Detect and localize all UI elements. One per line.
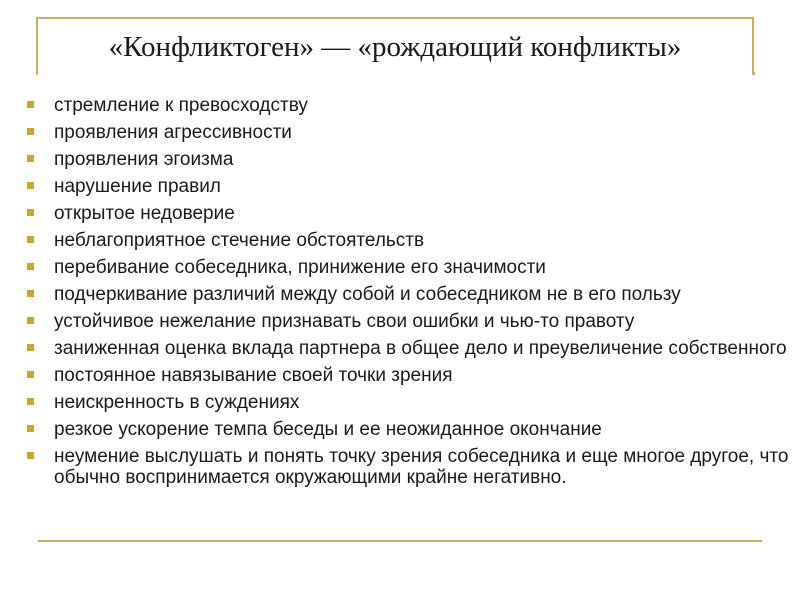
bullet-item-3 xyxy=(24,176,794,197)
bullet-text: неискренность в суждениях xyxy=(54,392,300,413)
bullet-text: нарушение правил xyxy=(54,176,221,197)
square-bullet-icon xyxy=(27,209,34,216)
bullet-text: неблагоприятное стечение обстоятельств xyxy=(54,230,425,251)
bullet-text: подчеркивание различий между собой и собеседником не в его пользу xyxy=(54,284,681,305)
title-frame-top-rule xyxy=(36,17,754,19)
bullet-item-10 xyxy=(24,365,794,386)
slide-title: «Конфликтоген» — «рождающий конфликты» xyxy=(108,31,682,63)
bullet-text: неумение выслушать и понять точку зрения собеседника и еще многое другое, что обычно воспринимается окружающими крайне негативно. xyxy=(54,446,789,488)
square-bullet-icon xyxy=(27,452,34,459)
bullet-text: стремление к превосходству xyxy=(54,95,308,116)
bullet-list xyxy=(24,95,794,494)
bullet-item-7 xyxy=(24,284,794,305)
bullet-item-9 xyxy=(24,338,794,359)
bullet-text: проявления агрессивности xyxy=(54,122,292,143)
bullet-item-11 xyxy=(24,392,794,413)
bullet-text: резкое ускорение темпа беседы и ее неожиданное окончание xyxy=(54,419,602,440)
bullet-item-4 xyxy=(24,203,794,224)
bullet-text: устойчивое нежелание признавать свои ошибки и чью-то правоту xyxy=(54,311,635,332)
bullet-item-6 xyxy=(24,257,794,278)
bullet-item-5 xyxy=(24,230,794,251)
bottom-rule xyxy=(38,540,762,542)
bullet-item-8 xyxy=(24,311,794,332)
frame-corner-dot xyxy=(752,72,755,75)
square-bullet-icon xyxy=(27,128,34,135)
square-bullet-icon xyxy=(27,317,34,324)
square-bullet-icon xyxy=(27,155,34,162)
square-bullet-icon xyxy=(27,263,34,270)
square-bullet-icon xyxy=(27,398,34,405)
square-bullet-icon xyxy=(27,290,34,297)
bullet-text: открытое недоверие xyxy=(54,203,235,224)
bullet-text: проявления эгоизма xyxy=(54,149,234,170)
square-bullet-icon xyxy=(27,101,34,108)
bullet-text: постоянное навязывание своей точки зрения xyxy=(54,365,453,386)
bullet-item-1 xyxy=(24,122,794,143)
bullet-item-2 xyxy=(24,149,794,170)
square-bullet-icon xyxy=(27,236,34,243)
square-bullet-icon xyxy=(27,182,34,189)
square-bullet-icon xyxy=(27,344,34,351)
title-frame-right-rule xyxy=(752,17,754,75)
bullet-item-0 xyxy=(24,95,794,116)
square-bullet-icon xyxy=(27,425,34,432)
bullet-item-13 xyxy=(24,446,794,488)
bullet-text: перебивание собеседника, принижение его значимости xyxy=(54,257,546,278)
bullet-text: заниженная оценка вклада партнера в общее дело и преувеличение собственного xyxy=(54,338,787,359)
square-bullet-icon xyxy=(27,371,34,378)
bullet-item-12 xyxy=(24,419,794,440)
